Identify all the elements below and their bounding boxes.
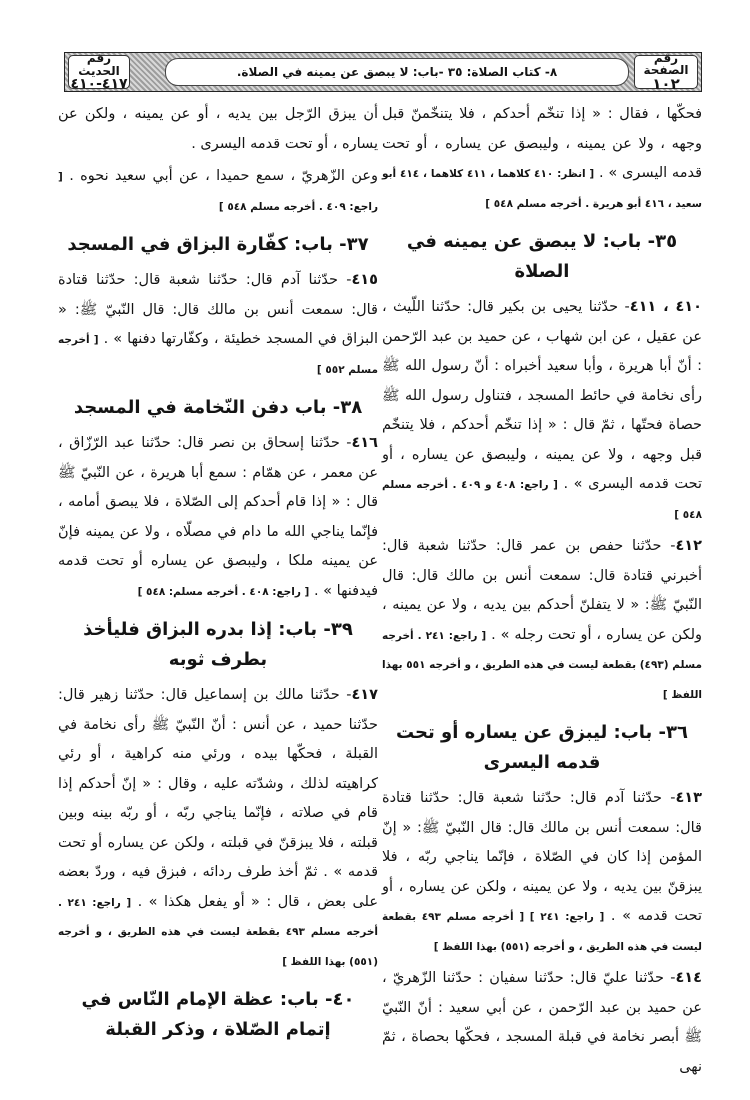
narration-note: وعن الزّهريّ ، سمع حميدا ، عن أبي سعيد نحوه . [ راجع: ٤٠٩ . أخرجه مسلم ٥٤٨ ]: [58, 168, 379, 213]
hadith-number: ٤١٠ ، ٤١١: [629, 299, 703, 315]
hadith-number: ٤١٤: [675, 970, 702, 986]
hadith-412: ٤١٢- حدّثنا حفص بن عمر قال: حدّثنا شعبة قال: أخبرني قتادة قال: سمعت أنس بن مالك قال: قال النّبيّ ﷺ: « لا يتفلنّ أحدكم بين يديه ، ولا عن يمينه ، ولكن عن يساره ، أو تحت رجله » . [ راجع: ٢٤١ . أخرجه مسلم (٤٩٣) بقطعة ليست في هذه الطريق ، و أخرجه ٥٥١ بهذا اللفظ ]: [382, 538, 702, 701]
hadith-number: ٤١٢: [675, 538, 702, 554]
hadith-413: ٤١٣- حدّثنا آدم قال: حدّثنا شعبة قال: حدّثنا قتادة قال: سمعت أنس بن مالك قال: قال النّبيّ ﷺ: « إنّ المؤمن إذا كان في الصّلاة ، فإنّما يناجي ربّه ، فلا يبزقنّ بين يديه ، ولا عن يمينه ، ولكن عن يساره ، أو تحت قدمه » . [ راجع: ٢٤١ ] [ أخرجه مسلم ٤٩٣ بقطعة ليست في هذه الطريق ، و أخرجه (٥٥١) بهذا اللفظ ]: [382, 790, 703, 953]
page-header: [64, 52, 702, 92]
hadith-number-box: [68, 51, 130, 93]
chapter-heading-35: ٣٥- باب: لا يبصق عن يمينه في الصلاة: [406, 231, 678, 282]
reference: [ راجع: ٢٤١ ] [ أخرجه مسلم ٤٩٣ بقطعة ليست في هذه الطريق ، و أخرجه (٥٥١) بهذا اللفظ ]: [382, 911, 702, 953]
left-column: [58, 100, 378, 1051]
reference: [ أخرجه مسلم ٥٥٢ ]: [58, 334, 378, 376]
hadith-417: ٤١٧- حدّثنا مالك بن إسماعيل قال: حدّثنا زهير قال: حدّثنا حميد ، عن أنس : أنّ النّبيّ ﷺ رأى نخامة في القبلة ، فحكّها بيده ، ورئي منه كراهية ، أو رئي كراهيته لذلك ، وشدّته عليه ، وقال : « إنّ أحدكم إذا قام في صلاته ، فإنّما يناجي ربّه ، أو ربّه بينه وبين قبلته ، فلا يبزقنّ في قبلته ، ولكن عن يساره أو تحت قدمه » . ثمّ أخذ طرف ردائه ، فبزق فيه ، وردّ بعضه على بعض ، قال : « أو يفعل هكذا » . [ راجع: ٢٤١ . أخرجه مسلم ٤٩٣ بقطعة ليست في هذه الطريق ، و أخرجه (٥٥١) بهذا اللفظ ]: [58, 687, 378, 968]
reference: [ راجع: ٢٤١ . أخرجه مسلم ٤٩٣ بقطعة ليست في هذه الطريق ، و أخرجه (٥٥١) بهذا اللفظ ]: [58, 896, 378, 968]
chapter-heading-38: ٣٨- باب دفن النّخامة في المسجد: [73, 397, 363, 418]
hadith-number: ٤١٥: [351, 272, 378, 288]
hadith-number: ٤١٧: [351, 687, 378, 703]
page-number: ١٠٢: [652, 74, 680, 93]
hadith-414: ٤١٤- حدّثنا عليّ قال: حدّثنا سفيان : حدّثنا الزّهريّ ، عن حميد بن عبد الرّحمن ، عن أبي سعيد : أنّ النّبيّ ﷺ أبصر نخامة في قبلة المسجد ، فحكّها بحصاة ، ثمّ نهى: [382, 970, 702, 1075]
hadith-410: ٤١٠ ، ٤١١- حدّثنا يحيى بن بكير قال: حدّثنا اللّيث ، عن عقيل ، عن ابن شهاب ، عن حميد بن عبد الرّحمن : أنّ أبا هريرة ، وأبا سعيد أخبراه : أنّ رسول الله ﷺ رأى نخامة في حائط المسجد ، فتناول رسول الله ﷺ حصاة فحتّها ، ثمّ قال : « إذا تنخّم أحدكم ، فلا يتنخّم قبل وجهه ، ولا عن يمينه ، وليبصق عن يساره ، أو تحت قدمه اليسرى » . [ راجع: ٤٠٨ و ٤٠٩ . أخرجه مسلم ٥٤٨ ]: [382, 299, 703, 521]
hadith-number: ٤١٦: [351, 435, 378, 451]
reference: [ راجع: ٤٠٨ و ٤٠٩ . أخرجه مسلم ٥٤٨ ]: [382, 479, 702, 521]
reference: [ راجع: ٤٠٩ . أخرجه مسلم ٥٤٨ ]: [58, 171, 378, 213]
hadith-415: ٤١٥- حدّثنا آدم قال: حدّثنا شعبة قال: حدّثنا قتادة قال: سمعت أنس بن مالك قال: قال النّبيّ ﷺ: « البزاق في المسجد خطيئة ، وكفّارتها دفنها » . [ أخرجه مسلم ٥٥٢ ]: [58, 272, 378, 376]
reference: [ راجع: ٤٠٨ . أخرجه مسلم: ٥٤٨ ]: [137, 585, 310, 598]
hadith-range: ٤١٧-٤١٠: [70, 76, 128, 93]
page-number-label: رقم الصفحة: [643, 50, 689, 78]
continued-text: فحكّها ، فقال : « إذا تنخّم أحدكم ، فلا يتنخّمنّ قبل وجهه ، ولا عن يمينه ، وليبصق عن يساره ، أو تحت قدمه اليسرى » . [ انظر: ٤١٠ كلاهما ، ٤١١ كلاهما ، ٤١٤ أبو سعيد ، ٤١٦ أبو هريرة . أخرجه مسلم ٥٤٨ ]: [382, 106, 703, 210]
hadith-number: ٤١٣: [675, 790, 702, 806]
reference: [ راجع: ٢٤١ . أخرجه مسلم (٤٩٣) بقطعة ليست في هذه الطريق ، و أخرجه ٥٥١ بهذا اللفظ ]: [382, 629, 702, 701]
hadith-416: ٤١٦- حدّثنا إسحاق بن نصر قال: حدّثنا عبد الرّزّاق ، عن معمر ، عن همّام : سمع أبا هريرة ، عن النّبيّ ﷺ قال : « إذا قام أحدكم إلى الصّلاة ، فلا يبصق أمامه ، فإنّما يناجي الله ما دام في مصلّاه ، ولا عن يمينه فإنّ عن يمينه ملكا ، وليبصق عن يساره أو تحت قدمه فيدفنها » . [ راجع: ٤٠٨ . أخرجه مسلم: ٥٤٨ ]: [58, 435, 378, 599]
chapter-heading-36: ٣٦- باب: ليبزق عن يساره أو تحت قدمه اليسرى: [395, 722, 689, 773]
chapter-heading-40: ٤٠- باب: عظة الإمام النّاس في إتمام الصّلاة ، وذكر القبلة: [81, 989, 355, 1040]
page-number-box: [634, 50, 698, 93]
chapter-heading-39: ٣٩- باب: إذا بدره البزاق فليأخذ بطرف ثوبه: [83, 619, 353, 670]
header-title: ٨- كتاب الصلاة: ٣٥ -باب: لا يبصق عن يمينه في الصلاة.: [165, 58, 629, 86]
hadith-number-label: رقم الحديث: [78, 51, 120, 78]
continued-text: أن يبزق الرّجل بين يديه ، أو عن يمينه ، ولكن عن يساره ، أو تحت قدمه اليسرى .: [58, 106, 378, 152]
chapter-heading-37: ٣٧- باب: كفّارة البزاق في المسجد: [67, 234, 369, 255]
right-column: [382, 100, 702, 1085]
reference: [ انظر: ٤١٠ كلاهما ، ٤١١ كلاهما ، ٤١٤ أبو سعيد ، ٤١٦ أبو هريرة . أخرجه مسلم ٥٤٨ ]: [382, 168, 702, 210]
